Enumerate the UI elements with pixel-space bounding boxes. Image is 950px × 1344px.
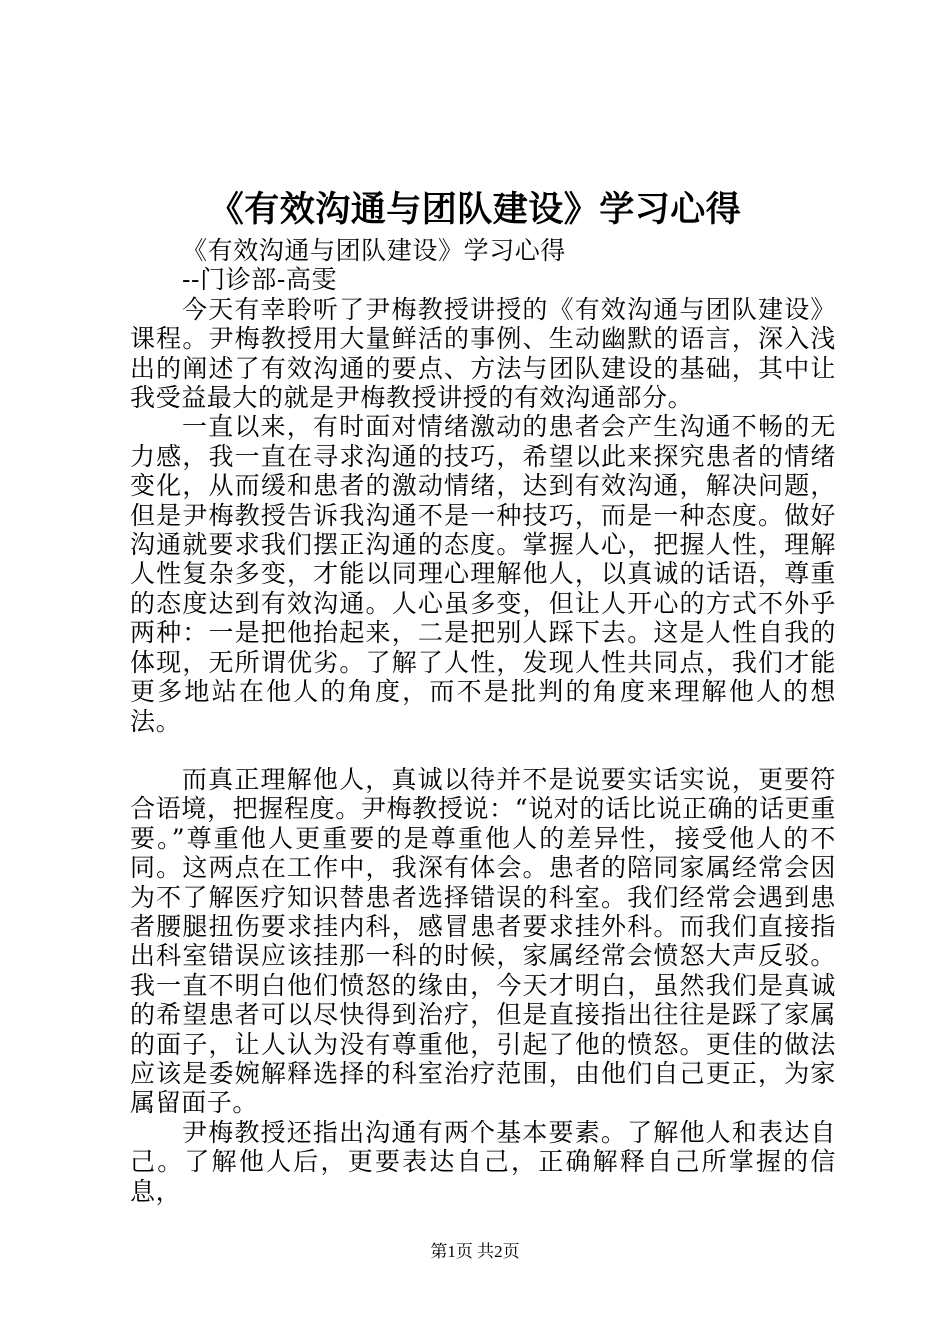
document-body xyxy=(130,236,836,1206)
paragraph-attitude: 一直以来，有时面对情绪激动的患者会产生沟通不畅的无力感，我一直在寻求沟通的技巧，希望以此来探究患者的情绪变化，从而缓和患者的激动情绪，达到有效沟通，解决问题，但是尹梅教授告诉我沟通不是一种技巧，而是一种态度。做好沟通就要求我们摆正沟通的态度。掌握人心，把握人性，理解人性复杂多变，才能以同理心理解他人，以真诚的话语，尊重的态度达到有效沟通。人心虽多变，但让人开心的方式不外乎两种：一是把他抬起来，二是把别人踩下去。这是人性自我的体现，无所谓优劣。了解了人性，发现人性共同点，我们才能更多地站在他人的角度，而不是批判的角度来理解他人的想法。 xyxy=(130,412,836,736)
subtitle-line: 《有效沟通与团队建设》学习心得 xyxy=(182,236,567,265)
author-line: --门诊部-高雯 xyxy=(182,265,338,295)
page-footer: 第1页 共2页 xyxy=(430,1242,520,1261)
document-title: 《有效沟通与团队建设》学习心得 xyxy=(208,189,742,230)
paragraph-intro: 今天有幸聆听了尹梅教授讲授的《有效沟通与团队建设》课程。尹梅教授用大量鲜活的事例、生动幽默的语言，深入浅出的阐述了有效沟通的要点、方法与团队建设的基础，其中让我受益最大的就是尹梅教授讲授的有效沟通部分。 xyxy=(130,294,836,413)
paragraph-understanding: 而真正理解他人，真诚以待并不是说要实话实说，更要符合语境，把握程度。尹梅教授说：“说对的话比说正确的话更重要。”尊重他人更重要的是尊重他人的差异性，接受他人的不同。这两点在工作中，我深有体会。患者的陪同家属经常会因为不了解医疗知识替患者选择错误的科室。我们经常会遇到患者腰腿扭伤要求挂内科，感冒患者要求挂外科。而我们直接指出科室错误应该挂那一科的时候，家属经常会愤怒大声反驳。我一直不明白他们愤怒的缘由，今天才明白，虽然我们是真诚的希望患者可以尽快得到治疗，但是直接指出往往是踩了家属的面子，让人认为没有尊重他，引起了他的愤怒。更佳的做法应该是委婉解释选择的科室治疗范围，由他们自己更正，为家属留面子。 xyxy=(130,764,836,1118)
paragraph-elements: 尹梅教授还指出沟通有两个基本要素。了解他人和表达自己。了解他人后，更要表达自己，正确解释自己所掌握的信息， xyxy=(130,1117,836,1206)
